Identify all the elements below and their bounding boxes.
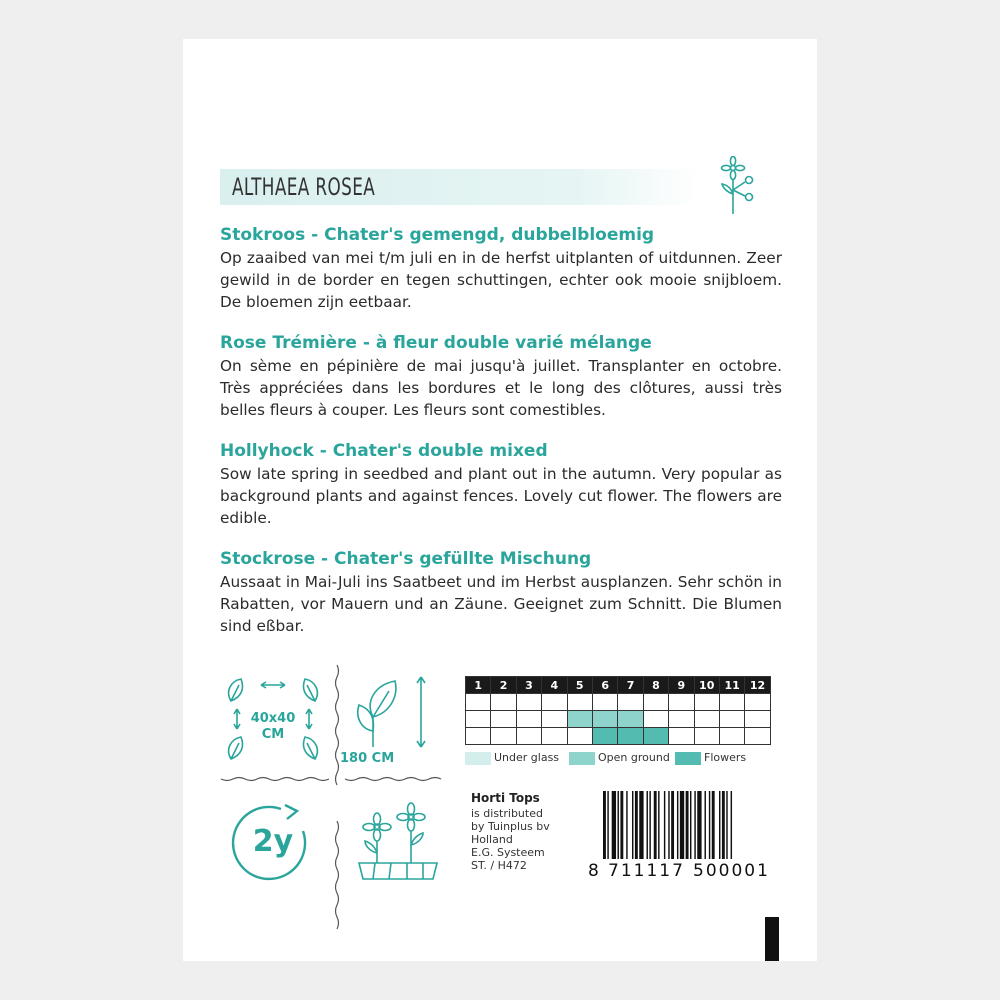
month-cell: 5 bbox=[567, 677, 592, 694]
calendar-cell bbox=[592, 694, 617, 711]
flower-scissors-icon bbox=[715, 156, 759, 218]
calendar-row-under-glass bbox=[466, 694, 771, 711]
seedling-tray-icon bbox=[353, 799, 443, 887]
barcode-bar bbox=[620, 791, 623, 859]
calendar-cell bbox=[719, 711, 744, 728]
calendar-cell bbox=[466, 694, 491, 711]
barcode-digits-right: 500001 bbox=[693, 861, 770, 881]
calendar-month-row bbox=[466, 677, 771, 694]
barcode-bar bbox=[635, 791, 638, 859]
section-text-french: On sème en pépinière de mai jusqu'à juillet. Transplanter en octobre. Très appréciées dans les bordures et le long des clôtures, aussi très belles fleurs à couper. Les fleurs sont comestibles. bbox=[220, 357, 782, 419]
distributor-line: by Tuinplus bv bbox=[471, 820, 550, 833]
section-heading-english: Hollyhock - Chater's double mixed bbox=[220, 441, 548, 461]
barcode-bar bbox=[705, 791, 706, 859]
brand-name: Horti Tops bbox=[471, 791, 540, 805]
barcode-bar bbox=[618, 791, 619, 859]
barcode-bar bbox=[649, 791, 650, 859]
distributor-line: is distributed bbox=[471, 807, 543, 820]
calendar-cell bbox=[466, 728, 491, 745]
species-title: ALTHAEA ROSEA bbox=[232, 173, 376, 201]
section-text-english: Sow late spring in seedbed and plant out in the autumn. Very popular as background plants and against fences. Lovely cut flower. The flowers are edible. bbox=[220, 465, 782, 527]
seed-packet-back bbox=[183, 39, 817, 961]
calendar-cell bbox=[542, 711, 567, 728]
barcode-bar bbox=[671, 791, 674, 859]
spacing-label bbox=[245, 711, 301, 743]
barcode-bar bbox=[726, 791, 727, 859]
barcode-bar bbox=[709, 791, 710, 859]
barcode-bar bbox=[603, 791, 606, 859]
spacing-unit: CM bbox=[261, 727, 285, 742]
barcode-bar bbox=[632, 791, 633, 859]
barcode-bar bbox=[607, 791, 608, 859]
title-band bbox=[220, 169, 698, 205]
barcode-bar bbox=[647, 791, 648, 859]
calendar-cell bbox=[643, 711, 668, 728]
legend-swatch-flowers bbox=[675, 752, 701, 765]
distributor-line: Holland bbox=[471, 833, 513, 846]
calendar-cell bbox=[643, 694, 668, 711]
barcode-bar bbox=[697, 791, 701, 859]
calendar-row-open-ground bbox=[466, 711, 771, 728]
section-text-dutch: Op zaaibed van mei t/m juli en in de herfst uitplanten of uitdunnen. Zeer gewild in de border en tegen schuttingen, echter ook mooie snijbloem. De bloemen zijn eetbaar. bbox=[220, 249, 782, 311]
calendar-cell bbox=[567, 711, 592, 728]
month-cell: 9 bbox=[669, 677, 694, 694]
legend-swatch-open-ground bbox=[569, 752, 595, 765]
barcode-digits-left: 711117 bbox=[608, 861, 685, 881]
calendar-cell bbox=[618, 728, 643, 745]
legend-swatch-under-glass bbox=[465, 752, 491, 765]
barcode-bar bbox=[680, 791, 684, 859]
month-cell: 2 bbox=[491, 677, 516, 694]
section-heading-german: Stockrose - Chater's gefüllte Mischung bbox=[220, 549, 592, 569]
calendar-cell bbox=[719, 728, 744, 745]
calendar-cell bbox=[516, 728, 541, 745]
section-heading-dutch: Stokroos - Chater's gemengd, dubbelbloemig bbox=[220, 225, 655, 245]
calendar-cell bbox=[694, 694, 719, 711]
barcode-bar bbox=[677, 791, 678, 859]
barcode-bar bbox=[658, 791, 659, 859]
legend-label-open-ground: Open ground bbox=[598, 751, 670, 764]
calendar-cell bbox=[618, 694, 643, 711]
month-cell: 1 bbox=[466, 677, 491, 694]
calendar-cell bbox=[567, 728, 592, 745]
distributor-line: E.G. Systeem bbox=[471, 846, 545, 859]
calendar-cell bbox=[745, 728, 770, 745]
month-cell: 12 bbox=[745, 677, 770, 694]
distributor-block bbox=[471, 791, 550, 872]
calendar-cell bbox=[516, 694, 541, 711]
barcode-bar bbox=[694, 791, 695, 859]
calendar-cell bbox=[694, 728, 719, 745]
calendar-cell bbox=[466, 711, 491, 728]
barcode-bar bbox=[664, 791, 665, 859]
barcode-digit-first: 8 bbox=[588, 861, 599, 881]
barcode-bar bbox=[712, 791, 715, 859]
month-cell: 7 bbox=[618, 677, 643, 694]
calendar-cell bbox=[643, 728, 668, 745]
sowing-calendar bbox=[465, 676, 771, 745]
month-cell: 3 bbox=[516, 677, 541, 694]
calendar-cell bbox=[516, 711, 541, 728]
barcode-bar bbox=[639, 791, 643, 859]
lifecycle-label: 2y bbox=[252, 824, 294, 859]
register-mark bbox=[765, 917, 779, 961]
barcode-bar bbox=[668, 791, 669, 859]
calendar-cell bbox=[542, 694, 567, 711]
month-cell: 4 bbox=[542, 677, 567, 694]
plant-height-icon bbox=[353, 671, 443, 755]
distributor-line: ST. / H472 bbox=[471, 859, 527, 872]
calendar-cell bbox=[745, 694, 770, 711]
calendar-cell bbox=[669, 711, 694, 728]
legend-label-flowers: Flowers bbox=[704, 751, 747, 764]
barcode-bar bbox=[654, 791, 657, 859]
barcode-bar bbox=[690, 791, 691, 859]
calendar-cell bbox=[592, 728, 617, 745]
calendar-cell bbox=[719, 694, 744, 711]
barcode-bar bbox=[612, 791, 616, 859]
legend-label-under-glass: Under glass bbox=[494, 751, 560, 764]
month-cell: 8 bbox=[643, 677, 668, 694]
barcode-bar bbox=[719, 791, 720, 859]
spacing-value: 40x40 bbox=[250, 711, 296, 726]
calendar-cell bbox=[592, 711, 617, 728]
barcode bbox=[601, 791, 781, 865]
calendar-cell bbox=[567, 694, 592, 711]
month-cell: 11 bbox=[719, 677, 744, 694]
calendar-cell bbox=[745, 711, 770, 728]
calendar-cell bbox=[491, 728, 516, 745]
section-text-german: Aussaat in Mai-Juli ins Saatbeet und im Herbst ausplanzen. Sehr schön in Rabatten, vor Mauern und an Zäune. Geeignet zum Schnitt. Die Blumen sind eßbar. bbox=[220, 573, 782, 635]
height-label: 180 CM bbox=[340, 751, 395, 766]
section-heading-french: Rose Trémière - à fleur double varié mélange bbox=[220, 333, 652, 353]
month-cell: 10 bbox=[694, 677, 719, 694]
calendar-cell bbox=[618, 711, 643, 728]
calendar-cell bbox=[491, 694, 516, 711]
barcode-bar bbox=[626, 791, 627, 859]
calendar-cell bbox=[669, 694, 694, 711]
barcode-bar bbox=[731, 791, 732, 859]
calendar-cell bbox=[694, 711, 719, 728]
barcode-bar bbox=[722, 791, 725, 859]
calendar-cell bbox=[542, 728, 567, 745]
calendar-cell bbox=[491, 711, 516, 728]
calendar-cell bbox=[669, 728, 694, 745]
month-cell: 6 bbox=[592, 677, 617, 694]
calendar-row-flowers bbox=[466, 728, 771, 745]
barcode-bar bbox=[686, 791, 689, 859]
